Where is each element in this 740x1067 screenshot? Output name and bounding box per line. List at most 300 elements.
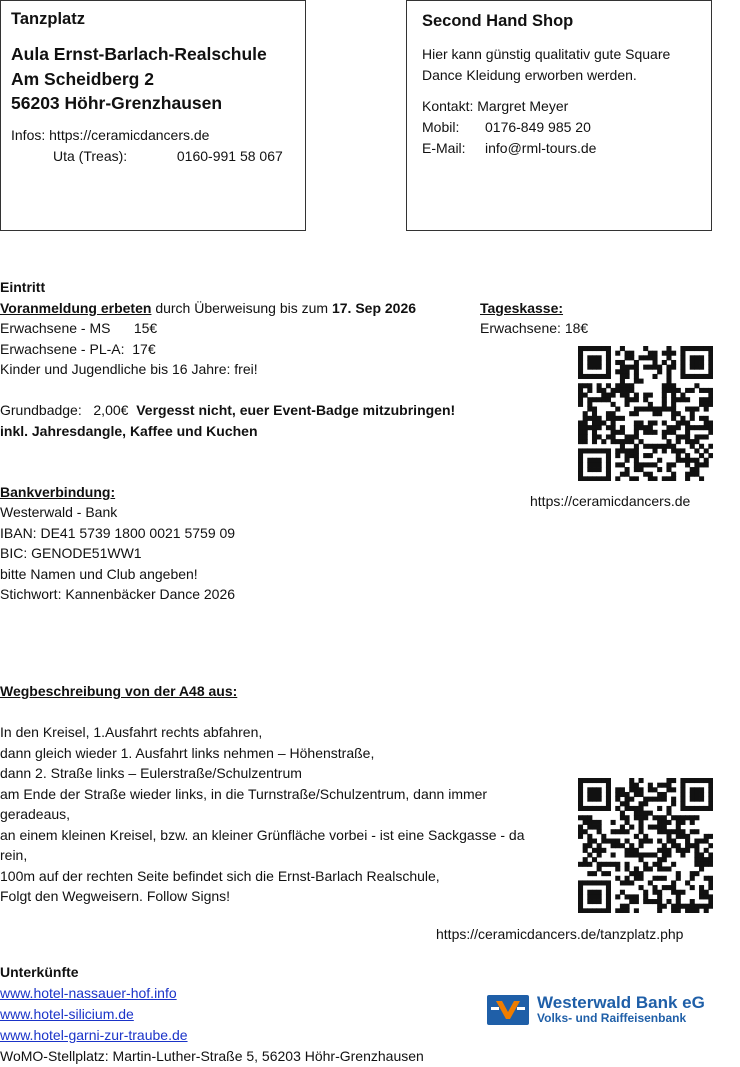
qr-module xyxy=(648,472,653,477)
qr-module xyxy=(662,904,667,909)
qr-module xyxy=(680,448,685,453)
qr-module xyxy=(583,862,588,867)
qr-module xyxy=(643,899,648,904)
qr-module xyxy=(597,476,602,481)
entry-heading: Eintritt xyxy=(0,279,46,295)
qr-module xyxy=(699,862,704,867)
qr-module xyxy=(625,806,630,811)
prereg-label: Voranmeldung erbeten xyxy=(0,300,152,316)
qr-module xyxy=(643,407,648,412)
qr-module xyxy=(587,467,592,472)
qr-module xyxy=(639,801,644,806)
qr-module xyxy=(662,383,667,388)
qr-module xyxy=(680,397,685,402)
qr-module xyxy=(620,444,625,449)
qr-module xyxy=(587,839,592,844)
qr-module xyxy=(648,476,653,481)
qr-module xyxy=(657,876,662,881)
qr-module xyxy=(597,880,602,885)
qr-module xyxy=(578,899,583,904)
qr-module xyxy=(699,374,704,379)
qr-module xyxy=(676,439,681,444)
qr-module xyxy=(592,871,597,876)
qr-module xyxy=(676,815,681,820)
qr-module xyxy=(643,355,648,360)
qr-module xyxy=(601,448,606,453)
qr-module xyxy=(639,407,644,412)
qr-module xyxy=(620,369,625,374)
qr-module xyxy=(597,848,602,853)
qr-module xyxy=(587,383,592,388)
qr-module xyxy=(708,420,713,425)
qr-module xyxy=(648,880,653,885)
qr-module xyxy=(657,815,662,820)
qr-module xyxy=(592,430,597,435)
qr-module xyxy=(620,346,625,351)
qr-module xyxy=(625,852,630,857)
qr-module xyxy=(639,871,644,876)
qr-module xyxy=(662,430,667,435)
qr-module xyxy=(704,434,709,439)
qr-module xyxy=(601,880,606,885)
qr-module xyxy=(597,383,602,388)
qr-module xyxy=(704,908,709,913)
qr-module xyxy=(704,806,709,811)
contact-name: Uta (Treas): xyxy=(53,148,128,164)
qr-module xyxy=(620,472,625,477)
qr-module xyxy=(708,876,713,881)
qr-module xyxy=(634,899,639,904)
qr-module xyxy=(578,360,583,365)
qr-module xyxy=(597,899,602,904)
qr-module xyxy=(680,374,685,379)
directions-line: In den Kreisel, 1.Ausfahrt rechts abfahren, xyxy=(0,724,263,740)
qr-module xyxy=(592,397,597,402)
qr-module xyxy=(634,453,639,458)
qr-module xyxy=(587,825,592,830)
qr-module xyxy=(685,458,690,463)
qr-module xyxy=(597,458,602,463)
qr-module xyxy=(685,434,690,439)
qr-module xyxy=(583,806,588,811)
qr-module xyxy=(629,439,634,444)
qr-module xyxy=(639,425,644,430)
qr-module xyxy=(625,908,630,913)
qr-module xyxy=(652,365,657,370)
qr-module xyxy=(629,843,634,848)
qr-module xyxy=(639,806,644,811)
qr-module xyxy=(597,374,602,379)
qr-module xyxy=(652,899,657,904)
qr-module xyxy=(601,420,606,425)
venue-box xyxy=(0,0,306,231)
qr-module xyxy=(625,458,630,463)
qr-module xyxy=(587,402,592,407)
qr-module xyxy=(620,890,625,895)
qr-module xyxy=(606,871,611,876)
qr-module xyxy=(601,839,606,844)
qr-module xyxy=(592,839,597,844)
qr-module xyxy=(643,393,648,398)
qr-module xyxy=(578,778,583,783)
qr-module xyxy=(671,388,676,393)
qr-module xyxy=(662,351,667,356)
qr-module xyxy=(662,885,667,890)
qr-code-tanzplatz[interactable] xyxy=(578,778,713,913)
qr-module xyxy=(615,448,620,453)
qr-module xyxy=(690,444,695,449)
qr-module xyxy=(592,880,597,885)
qr-module xyxy=(648,462,653,467)
qr-module xyxy=(634,365,639,370)
qr-module xyxy=(634,407,639,412)
qr-module xyxy=(694,815,699,820)
qr-module xyxy=(583,857,588,862)
qr-module xyxy=(694,852,699,857)
qr-module xyxy=(699,346,704,351)
qr-module xyxy=(704,862,709,867)
qr-module xyxy=(620,383,625,388)
qr-module xyxy=(606,894,611,899)
qr-module xyxy=(606,448,611,453)
qr-module xyxy=(587,388,592,393)
qr-module xyxy=(680,890,685,895)
qr-module xyxy=(680,434,685,439)
qr-module xyxy=(578,420,583,425)
qr-module xyxy=(578,467,583,472)
qr-module xyxy=(671,393,676,398)
qr-module xyxy=(639,355,644,360)
qr-module xyxy=(634,811,639,816)
qr-module xyxy=(601,908,606,913)
qr-module xyxy=(657,467,662,472)
qr-module xyxy=(671,416,676,421)
qr-module xyxy=(615,843,620,848)
qr-module xyxy=(652,476,657,481)
qr-module xyxy=(615,430,620,435)
qr-module xyxy=(666,444,671,449)
qr-module xyxy=(666,852,671,857)
qr-module xyxy=(666,467,671,472)
qr-module xyxy=(597,908,602,913)
qr-module xyxy=(592,848,597,853)
qr-module xyxy=(662,829,667,834)
qr-module xyxy=(699,787,704,792)
qr-module xyxy=(615,369,620,374)
hotel-link-nassauer-hof[interactable]: www.hotel-nassauer-hof.info xyxy=(0,985,177,1001)
qr-module xyxy=(620,439,625,444)
qr-module xyxy=(671,402,676,407)
qr-module xyxy=(597,894,602,899)
qr-module xyxy=(639,420,644,425)
qr-module xyxy=(583,430,588,435)
qr-module xyxy=(578,890,583,895)
shop-contact-name: Margret Meyer xyxy=(477,98,569,114)
qr-module xyxy=(578,894,583,899)
qr-module xyxy=(592,355,597,360)
qr-module xyxy=(708,792,713,797)
qr-module xyxy=(666,778,671,783)
qr-module xyxy=(578,425,583,430)
qr-module xyxy=(606,458,611,463)
qr-module xyxy=(694,346,699,351)
qr-module xyxy=(676,825,681,830)
qr-module xyxy=(634,360,639,365)
qr-module xyxy=(685,815,690,820)
qr-module xyxy=(680,778,685,783)
qr-module xyxy=(587,843,592,848)
qr-module xyxy=(652,444,657,449)
qr-module xyxy=(690,346,695,351)
qr-module xyxy=(662,792,667,797)
qr-module xyxy=(615,476,620,481)
qr-module xyxy=(676,397,681,402)
qr-module xyxy=(587,908,592,913)
qr-module xyxy=(587,416,592,421)
qr-module xyxy=(625,472,630,477)
qr-module xyxy=(620,462,625,467)
qr-module xyxy=(597,890,602,895)
qr-module xyxy=(676,904,681,909)
qr-module xyxy=(690,843,695,848)
qr-module xyxy=(578,430,583,435)
qr-module xyxy=(583,346,588,351)
qr-module xyxy=(578,880,583,885)
qr-module xyxy=(690,876,695,881)
shop-box xyxy=(406,0,712,231)
shop-title: Second Hand Shop xyxy=(422,12,574,30)
bank-name: Westerwald - Bank xyxy=(0,504,118,520)
qr-module xyxy=(699,453,704,458)
qr-module xyxy=(606,393,611,398)
qr-module xyxy=(676,894,681,899)
qr-module xyxy=(625,365,630,370)
qr-module xyxy=(708,783,713,788)
qr-module xyxy=(606,453,611,458)
qr-module xyxy=(639,778,644,783)
qr-module xyxy=(578,365,583,370)
qr-module xyxy=(615,462,620,467)
qr-module xyxy=(611,829,616,834)
qr-module xyxy=(615,876,620,881)
qr-module xyxy=(592,899,597,904)
infos-url[interactable]: https://ceramicdancers.de xyxy=(49,127,210,143)
qr-module xyxy=(597,360,602,365)
qr-module xyxy=(578,346,583,351)
qr-module xyxy=(671,787,676,792)
qr-module xyxy=(592,797,597,802)
qr-module xyxy=(583,848,588,853)
qr-module xyxy=(625,388,630,393)
directions-line: am Ende der Straße wieder links, in die Turnstraße/Schulzentrum, dann immer xyxy=(0,785,488,802)
qr-module xyxy=(690,778,695,783)
qr-module xyxy=(676,425,681,430)
qr-module xyxy=(676,843,681,848)
qr-module xyxy=(639,885,644,890)
qr-module xyxy=(597,792,602,797)
qr-module xyxy=(657,407,662,412)
qr-module xyxy=(690,885,695,890)
qr-module xyxy=(620,448,625,453)
qr-module xyxy=(652,797,657,802)
qr-module xyxy=(578,834,583,839)
qr-module xyxy=(648,866,653,871)
qr-module xyxy=(685,407,690,412)
qr-module xyxy=(625,374,630,379)
qr-module xyxy=(671,383,676,388)
qr-module xyxy=(708,360,713,365)
qr-module xyxy=(666,866,671,871)
qr-module xyxy=(676,890,681,895)
hotel-link-silicium[interactable]: www.hotel-silicium.de xyxy=(0,1006,134,1022)
qr-module xyxy=(685,439,690,444)
qr-module xyxy=(676,820,681,825)
qr-module xyxy=(704,839,709,844)
qr-module xyxy=(666,425,671,430)
qr-module xyxy=(606,806,611,811)
qr-module xyxy=(699,890,704,895)
qr-module xyxy=(690,472,695,477)
qr-module xyxy=(597,825,602,830)
qr-module xyxy=(601,806,606,811)
qr-module xyxy=(606,904,611,909)
qr-module xyxy=(694,871,699,876)
qr-module xyxy=(587,820,592,825)
qr-module xyxy=(648,787,653,792)
qr-module xyxy=(666,848,671,853)
qr-module xyxy=(601,834,606,839)
qr-module xyxy=(625,355,630,360)
qr-module xyxy=(597,420,602,425)
lodging-heading: Unterkünfte xyxy=(0,964,79,980)
qr-module xyxy=(666,787,671,792)
qr-module xyxy=(587,346,592,351)
qr-module xyxy=(583,416,588,421)
qr-module xyxy=(587,852,592,857)
qr-module xyxy=(680,792,685,797)
qr-module xyxy=(690,787,695,792)
qr-module xyxy=(615,383,620,388)
qr-module xyxy=(708,365,713,370)
qr-module xyxy=(578,801,583,806)
prereg-mid: durch Überweisung bis zum xyxy=(151,300,332,316)
qr-module xyxy=(620,430,625,435)
qr-module xyxy=(620,425,625,430)
qr-module xyxy=(643,365,648,370)
qr-module xyxy=(634,397,639,402)
qr-module xyxy=(578,393,583,398)
qr-module xyxy=(708,444,713,449)
qr-module xyxy=(592,476,597,481)
qr-module xyxy=(699,360,704,365)
qr-module xyxy=(671,885,676,890)
shop-email-value[interactable]: info@rml-tours.de xyxy=(485,140,597,156)
venue-contact xyxy=(53,146,283,167)
qr-module xyxy=(680,848,685,853)
qr2-caption[interactable]: https://ceramicdancers.de/tanzplatz.php xyxy=(436,926,684,942)
qr-module xyxy=(662,360,667,365)
qr-module xyxy=(690,815,695,820)
qr-module xyxy=(652,825,657,830)
qr-module xyxy=(694,439,699,444)
qr-module xyxy=(690,899,695,904)
qr-module xyxy=(597,806,602,811)
qr-module xyxy=(680,787,685,792)
qr-module xyxy=(648,852,653,857)
qr-module xyxy=(643,797,648,802)
qr-module xyxy=(685,880,690,885)
womo-stellplatz: WoMO-Stellplatz: Martin-Luther-Straße 5, 56203 Höhr-Grenzhausen xyxy=(0,1048,424,1064)
hotel-link-garni-zur-traube[interactable]: www.hotel-garni-zur-traube.de xyxy=(0,1027,188,1043)
qr-module xyxy=(611,843,616,848)
qr-module xyxy=(699,885,704,890)
qr-module xyxy=(643,890,648,895)
qr-module xyxy=(611,420,616,425)
bank-logo xyxy=(487,993,717,1027)
qr-module xyxy=(666,355,671,360)
qr-module xyxy=(606,885,611,890)
qr-module xyxy=(592,825,597,830)
qr-module xyxy=(690,458,695,463)
qr-module xyxy=(634,848,639,853)
qr-module xyxy=(652,462,657,467)
qr-code-website[interactable] xyxy=(578,346,713,481)
qr-module xyxy=(606,397,611,402)
qr-module xyxy=(629,411,634,416)
qr-module xyxy=(657,444,662,449)
qr-module xyxy=(648,797,653,802)
qr-module xyxy=(587,355,592,360)
qr-module xyxy=(639,820,644,825)
qr1-caption[interactable]: https://ceramicdancers.de xyxy=(530,493,691,509)
qr-module xyxy=(662,825,667,830)
qr-module xyxy=(601,346,606,351)
qr-module xyxy=(652,448,657,453)
qr-module xyxy=(597,866,602,871)
qr-module xyxy=(662,402,667,407)
qr-module xyxy=(666,783,671,788)
qr-module xyxy=(671,425,676,430)
qr-module xyxy=(685,453,690,458)
qr-module xyxy=(601,871,606,876)
qr-module xyxy=(671,472,676,477)
qr-module xyxy=(615,862,620,867)
qr-module xyxy=(587,448,592,453)
qr-module xyxy=(578,476,583,481)
qr-module xyxy=(666,374,671,379)
qr-module xyxy=(587,797,592,802)
qr-module xyxy=(680,420,685,425)
qr-module xyxy=(578,787,583,792)
qr-module xyxy=(704,462,709,467)
qr-module xyxy=(597,365,602,370)
qr-module xyxy=(639,857,644,862)
qr-module xyxy=(685,374,690,379)
qr-module xyxy=(583,374,588,379)
qr-module xyxy=(597,820,602,825)
qr-module xyxy=(597,448,602,453)
qr-module xyxy=(578,351,583,356)
qr-module xyxy=(643,444,648,449)
included-text: inkl. Jahresdangle, Kaffee und Kuchen xyxy=(0,423,258,439)
qr-module xyxy=(708,806,713,811)
qr-module xyxy=(606,462,611,467)
qr-module xyxy=(648,420,653,425)
qr-module xyxy=(639,829,644,834)
qr-module xyxy=(643,815,648,820)
venue-name: Aula Ernst-Barlach-Realschule xyxy=(11,44,267,64)
qr-module xyxy=(676,834,681,839)
